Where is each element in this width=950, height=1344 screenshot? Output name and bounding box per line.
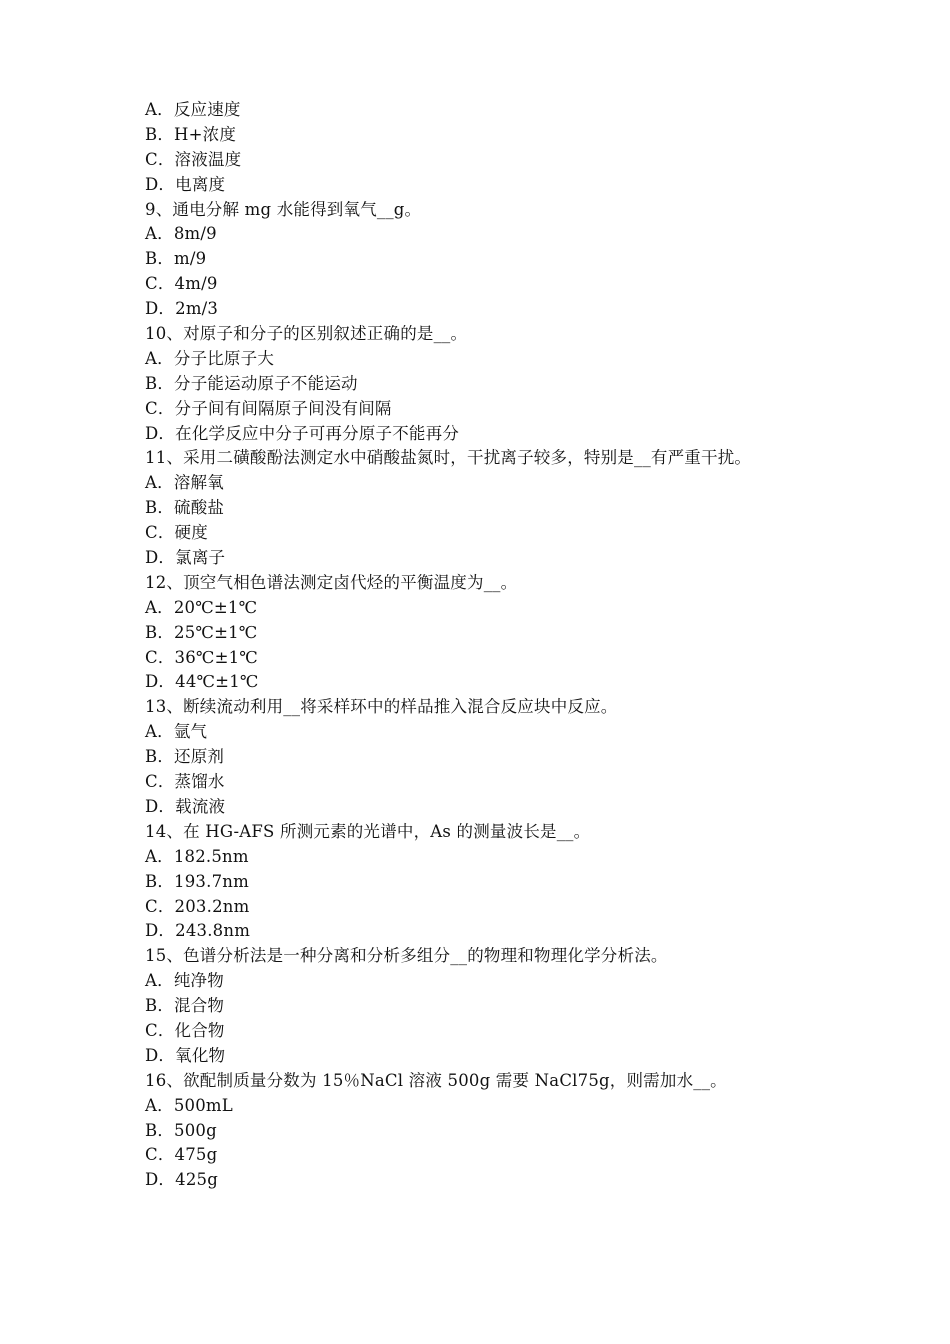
question-9: 9、通电分解 mg 水能得到氧气__g。 [145, 199, 422, 219]
option-10c: C．分子间有间隔原子间没有间隔 [145, 398, 392, 418]
option-9a: A．8m/9 [145, 224, 217, 244]
option-11d: D．氯离子 [145, 548, 226, 568]
option-11c: C．硬度 [145, 523, 208, 543]
question-11: 11、采用二磺酸酚法测定水中硝酸盐氮时，干扰离子较多，特别是__有严重干扰。 [145, 448, 752, 468]
option-10d: D．在化学反应中分子可再分原子不能再分 [145, 423, 460, 443]
option-8b: B．H+浓度 [145, 124, 237, 144]
option-12a: A．20℃±1℃ [145, 597, 258, 617]
option-16a: A．500mL [145, 1095, 233, 1115]
document-body [145, 98, 825, 1193]
question-14: 14、在 HG-AFS 所测元素的光谱中，As 的测量波长是__。 [145, 821, 591, 841]
option-12b: B．25℃±1℃ [145, 622, 258, 642]
option-13b: B．还原剂 [145, 747, 225, 767]
option-13c: C．蒸馏水 [145, 772, 225, 792]
option-12c: C．36℃±1℃ [145, 647, 258, 667]
option-14a: A．182.5nm [145, 846, 249, 866]
question-16: 16、欲配制质量分数为 15％NaCl 溶液 500g 需要 NaCl75g，则需加水__。 [145, 1070, 727, 1090]
option-14c: C．203.2nm [145, 896, 250, 916]
option-15c: C．化合物 [145, 1020, 225, 1040]
option-8c: C．溶液温度 [145, 149, 242, 169]
option-9d: D．2m/3 [145, 299, 219, 319]
question-15: 15、色谱分析法是一种分离和分析多组分__的物理和物理化学分析法。 [145, 946, 668, 966]
option-10b: B．分子能运动原子不能运动 [145, 373, 358, 393]
question-12: 12、顶空气相色谱法测定卤代烃的平衡温度为__。 [145, 572, 518, 592]
option-8a: A．反应速度 [145, 100, 241, 119]
option-11b: B．硫酸盐 [145, 498, 225, 518]
option-16b: B．500g [145, 1120, 217, 1140]
question-10: 10、对原子和分子的区别叙述正确的是__。 [145, 324, 468, 344]
option-8d: D．电离度 [145, 174, 226, 194]
option-12d: D．44℃±1℃ [145, 672, 259, 692]
option-16c: C．475g [145, 1145, 218, 1165]
option-10a: A．分子比原子大 [145, 348, 275, 368]
option-15d: D．氧化物 [145, 1045, 226, 1065]
option-9c: C．4m/9 [145, 274, 218, 294]
option-15b: B．混合物 [145, 996, 225, 1016]
option-15a: A．纯净物 [145, 971, 224, 991]
option-14b: B．193.7nm [145, 871, 249, 891]
option-13a: A．氩气 [145, 722, 208, 742]
option-14d: D．243.8nm [145, 921, 251, 941]
option-16d: D．425g [145, 1170, 218, 1190]
question-13: 13、断续流动利用__将采样环中的样品推入混合反应块中反应。 [145, 697, 618, 717]
option-11a: A．溶解氧 [145, 473, 224, 493]
option-9b: B．m/9 [145, 249, 207, 269]
option-13d: D．载流液 [145, 796, 226, 816]
